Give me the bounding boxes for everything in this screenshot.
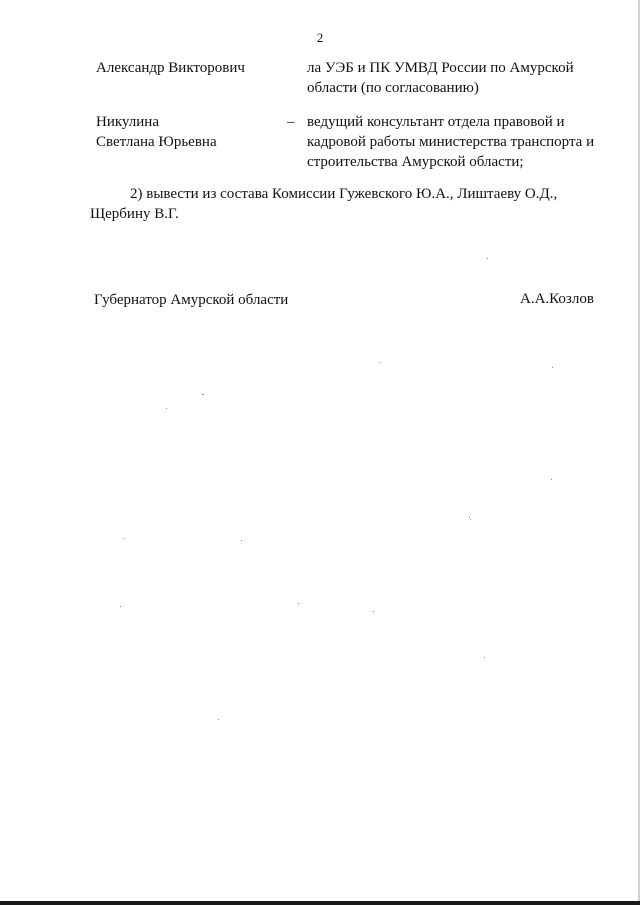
member-role-2-line-1: ведущий консультант отдела правовой и <box>307 114 565 130</box>
removal-paragraph-line-2: Щербину В.Г. <box>90 206 179 222</box>
removal-paragraph-line-1: 2) вывести из состава Комиссии Гужевского Ю.А., Лиштаеву О.Д., <box>130 186 558 202</box>
member-name-2-line-2: Светлана Юрьевна <box>96 134 217 150</box>
member-name-1: Александр Викторович <box>96 60 245 76</box>
page-number: 2 <box>316 30 324 45</box>
member-dash-2: – <box>287 114 295 130</box>
member-name-2-line-1: Никулина <box>96 114 159 130</box>
scan-bottom-edge <box>0 901 640 905</box>
signature-name: А.А.Козлов <box>520 291 594 307</box>
member-role-1-line-2: области (по согласованию) <box>307 80 479 96</box>
member-role-2-line-3: строительства Амурской области; <box>307 154 524 170</box>
signature-position: Губернатор Амурской области <box>94 292 289 308</box>
member-role-2-line-2: кадровой работы министерства транспорта и <box>307 134 595 150</box>
removal-paragraph <box>90 184 596 224</box>
member-role-1-line-1: ла УЭБ и ПК УМВД России по Амурской <box>307 60 574 76</box>
